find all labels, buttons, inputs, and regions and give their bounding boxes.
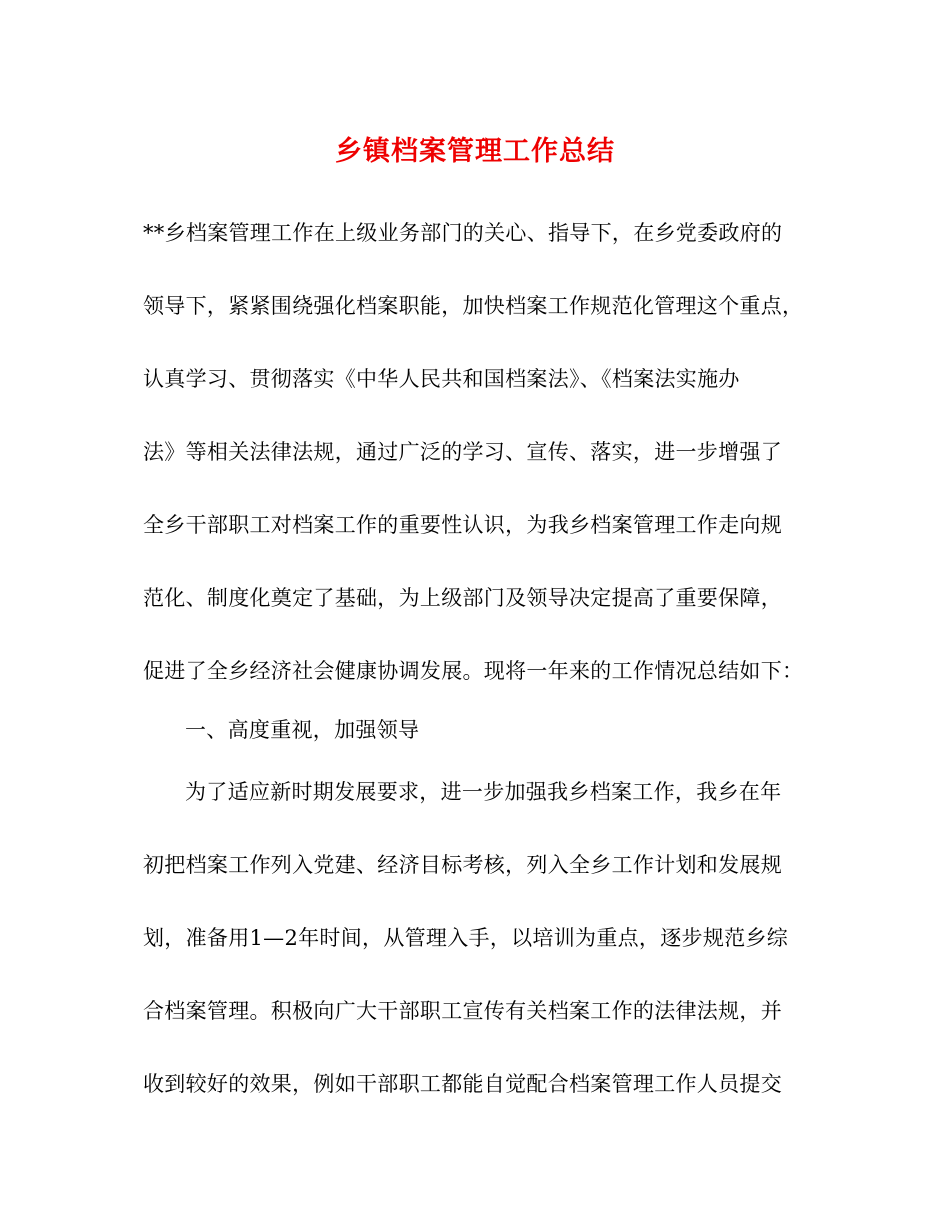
body-line: 划，准备用1—2年时间，从管理入手，以培训为重点，逐步规范乡综 bbox=[143, 926, 789, 950]
section-heading: 一、高度重视，加强领导 bbox=[185, 718, 420, 742]
body-line: 领导下，紧紧围绕强化档案职能，加快档案工作规范化管理这个重点， bbox=[143, 294, 804, 318]
body-line: **乡档案管理工作在上级业务部门的关心、指导下，在乡党委政府的 bbox=[143, 221, 783, 245]
body-line: 促进了全乡经济社会健康协调发展。现将一年来的工作情况总结如下： bbox=[143, 659, 804, 683]
body-line: 全乡干部职工对档案工作的重要性认识，为我乡档案管理工作走向规 bbox=[143, 513, 782, 537]
body-line: 收到较好的效果，例如干部职工都能自觉配合档案管理工作人员提交 bbox=[143, 1072, 782, 1096]
body-line: 初把档案工作列入党建、经济目标考核，列入全乡工作计划和发展规 bbox=[143, 853, 782, 877]
body-line: 为了适应新时期发展要求，进一步加强我乡档案工作，我乡在年 bbox=[185, 780, 782, 804]
document-title: 乡镇档案管理工作总结 bbox=[335, 136, 615, 167]
body-line: 合档案管理。积极向广大干部职工宣传有关档案工作的法律法规，并 bbox=[143, 999, 782, 1023]
body-line: 认真学习、贯彻落实《中华人民共和国档案法》、《档案法实施办 bbox=[143, 367, 740, 391]
body-line: 范化、制度化奠定了基础，为上级部门及领导决定提高了重要保障， bbox=[143, 586, 782, 610]
body-line: 法》等相关法律法规，通过广泛的学习、宣传、落实，进一步增强了 bbox=[143, 440, 782, 464]
